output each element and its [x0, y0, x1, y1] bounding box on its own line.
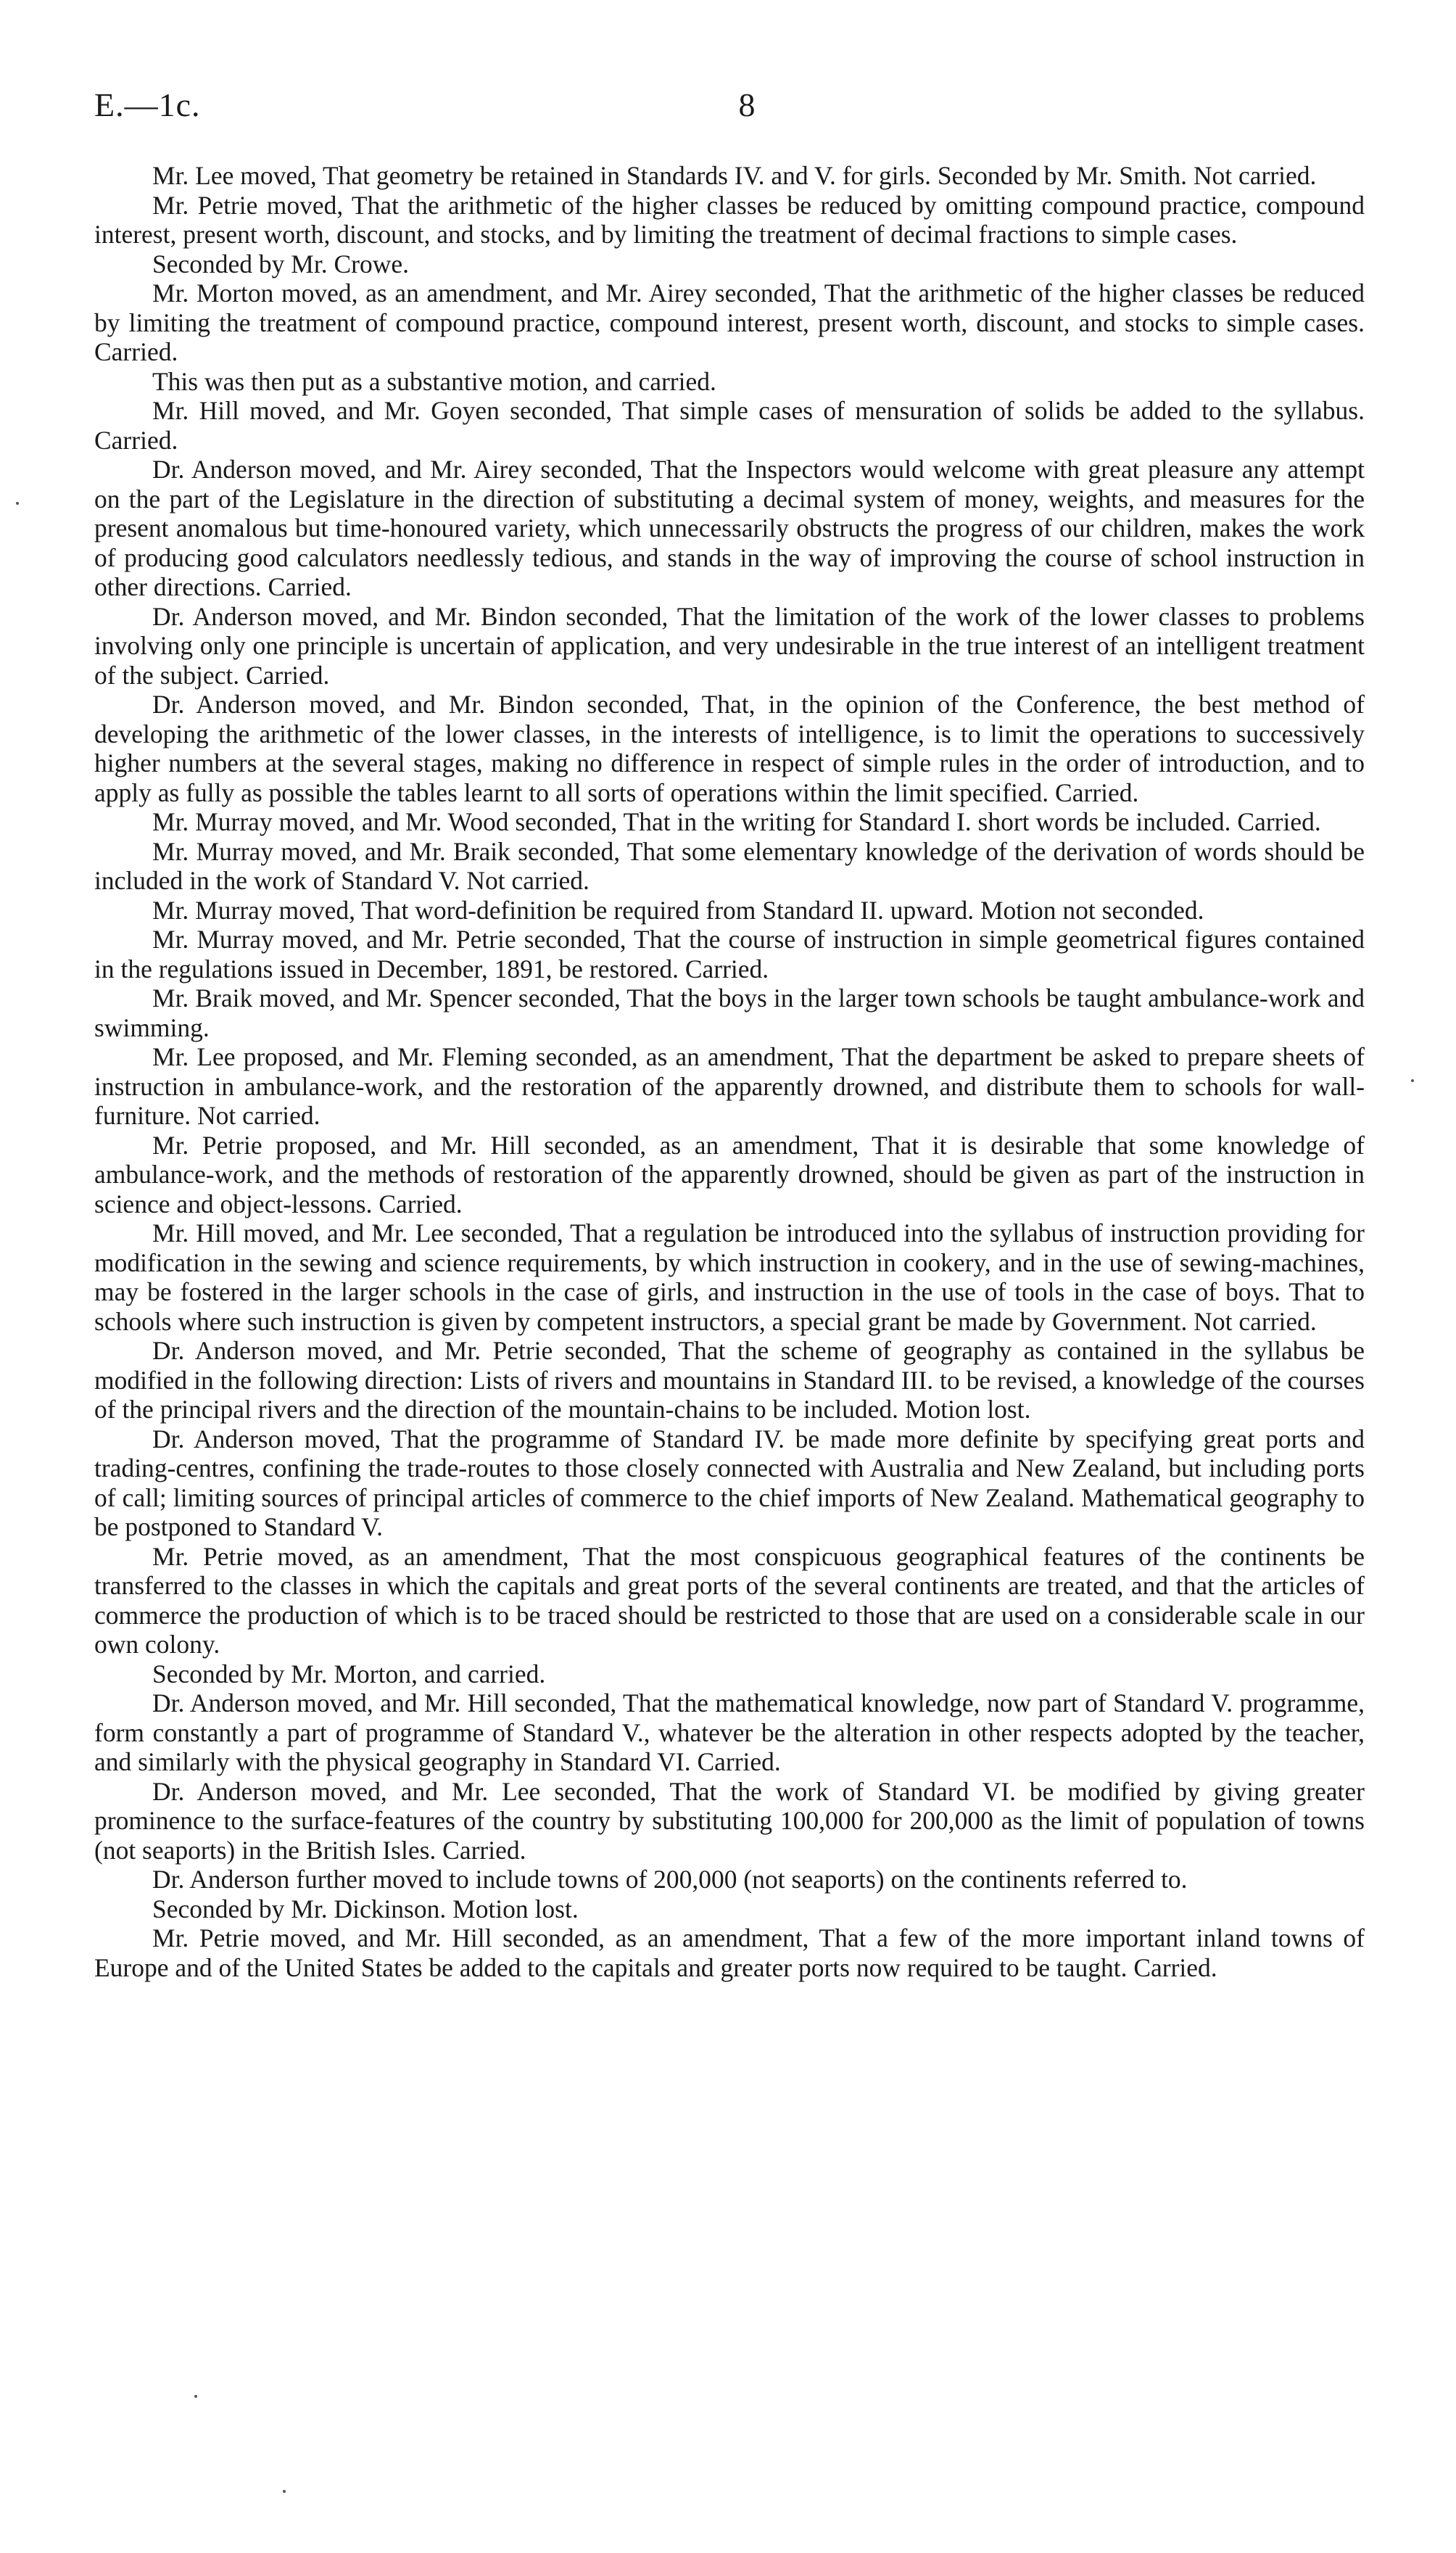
paragraph: Mr. Petrie moved, That the arithmetic of the higher classes be reduced by omitting compound practice, compound interest, present worth, discount, and stocks, and by limiting the treatment of decimal fractions to simple cases. — [94, 190, 1365, 249]
scan-speck — [194, 2395, 197, 2398]
paragraph: Mr. Lee proposed, and Mr. Fleming seconded, as an amendment, That the department be asked to prepare sheets of instruction in ambulance-work, and the restoration of the apparently drowned, and distribute them to schools for wall-furniture. Not carried. — [94, 1042, 1365, 1130]
paragraph: Mr. Murray moved, That word-definition be required from Standard II. upward. Motion not seconded. — [152, 895, 1204, 925]
paragraph: Mr. Petrie moved, and Mr. Hill seconded, as an amendment, That a few of the more important inland towns of Europe and of the United States be added to the capitals and greater ports now required to be taught. Carried. — [94, 1923, 1365, 1982]
minutes-body — [94, 161, 1365, 1982]
paragraph: Mr. Hill moved, and Mr. Lee seconded, That a regulation be introduced into the syllabus of instruction providing for modification in the sewing and science requirements, by which instruction in cookery, and in the use of sewing-machines, may be fostered in the larger schools in the case of girls, and instruction in the use of tools in the case of boys. That to schools where such instruction is given by competent instructors, a special grant be made by Government. Not carried. — [94, 1218, 1365, 1336]
paragraph: Dr. Anderson moved, and Mr. Airey seconded, That the Inspectors would welcome with great pleasure any attempt on the part of the Legislature in the direction of substituting a decimal system of money, weights, and measures for the present anomalous but time-honoured variety, which unnecessarily obstructs the progress of our children, makes the work of producing good calculators needlessly tedious, and stands in the way of improving the course of school instruction in other directions. Carried. — [94, 455, 1365, 601]
paragraph: Mr. Petrie moved, as an amendment, That the most conspicuous geographical features of the continents be transferred to the classes in which the capitals and great ports of the several continents are treated, and that the articles of commerce the production of which is to be traced should be restricted to those that are used on a considerable scale in our own colony. — [94, 1541, 1365, 1659]
paragraph: Dr. Anderson moved, and Mr. Petrie seconded, That the scheme of geography as contained in the syllabus be modified in the following direction: Lists of rivers and mountains in Standard III. to be revised, a knowledge of the courses of the principal rivers and the direction of the mountain-chains to be included. Motion lost. — [94, 1336, 1365, 1424]
page-number: 8 — [738, 86, 756, 123]
paragraph: Mr. Lee moved, That geometry be retained in Standards IV. and V. for girls. Seconded by Mr. Smith. Not carried. — [152, 161, 1317, 190]
document-reference: E.—1c. — [94, 86, 201, 123]
paragraph: Mr. Murray moved, and Mr. Petrie seconded, That the course of instruction in simple geometrical figures contained in the regulations issued in December, 1891, be restored. Carried. — [94, 925, 1365, 983]
paragraph: This was then put as a substantive motion, and carried. — [152, 366, 716, 396]
paragraph: Mr. Morton moved, as an amendment, and Mr. Airey seconded, That the arithmetic of the higher classes be reduced by limiting the treatment of compound practice, compound interest, present worth, discount, and stocks to simple cases. Carried. — [94, 279, 1365, 366]
paragraph: Mr. Murray moved, and Mr. Braik seconded, That some elementary knowledge of the derivation of words should be included in the work of Standard V. Not carried. — [94, 836, 1365, 895]
paragraph: Mr. Braik moved, and Mr. Spencer seconded, That the boys in the larger town schools be taught ambulance-work and swimming. — [94, 983, 1365, 1042]
paragraph: Mr. Murray moved, and Mr. Wood seconded, That in the writing for Standard I. short words be included. Carried. — [152, 807, 1321, 836]
paragraph: Seconded by Mr. Morton, and carried. — [152, 1659, 546, 1688]
paragraph: Dr. Anderson further moved to include towns of 200,000 (not seaports) on the continents referred to. — [152, 1865, 1188, 1894]
paragraph: Dr. Anderson moved, and Mr. Lee seconded, That the work of Standard VI. be modified by giving greater prominence to the surface-features of the country by substituting 100,000 for 200,000 as the limit of population of towns (not seaports) in the British Isles. Carried. — [94, 1776, 1365, 1865]
scan-speck — [1411, 1079, 1414, 1082]
paragraph: Dr. Anderson moved, That the programme of Standard IV. be made more definite by specifying great ports and trading-centres, confining the trade-routes to those closely connected with Australia and New Zealand, but including ports of call; limiting sources of principal articles of commerce to the chief imports of New Zealand. Mathematical geography to be postponed to Standard V. — [94, 1424, 1365, 1541]
paragraph: Seconded by Mr. Dickinson. Motion lost. — [152, 1894, 579, 1923]
paragraph: Mr. Hill moved, and Mr. Goyen seconded, That simple cases of mensuration of solids be added to the syllabus. Carried. — [94, 396, 1365, 455]
scan-speck — [283, 2490, 286, 2493]
scan-speck — [16, 502, 19, 505]
paragraph: Seconded by Mr. Crowe. — [152, 249, 409, 279]
paragraph: Dr. Anderson moved, and Mr. Bindon seconded, That, in the opinion of the Conference, the best method of developing the arithmetic of the lower classes, in the interests of intelligence, is to limit the operations to successively higher numbers at the several stages, making no difference in respect of simple rules in the order of introduction, and to apply as fully as possible the tables learnt to all sorts of operations within the limit specified. Carried. — [94, 690, 1365, 807]
page-header — [94, 86, 1363, 129]
paragraph: Mr. Petrie proposed, and Mr. Hill seconded, as an amendment, That it is desirable that some knowledge of ambulance-work, and the methods of restoration of the apparently drowned, should be given as part of the instruction in science and object-lessons. Carried. — [94, 1130, 1365, 1218]
paragraph: Dr. Anderson moved, and Mr. Bindon seconded, That the limitation of the work of the lower classes to problems involving only one principle is uncertain of application, and very undesirable in the true interest of an intelligent treatment of the subject. Carried. — [94, 601, 1365, 690]
paragraph: Dr. Anderson moved, and Mr. Hill seconded, That the mathematical knowledge, now part of Standard V. programme, form constantly a part of programme of Standard V., whatever be the alteration in other respects adopted by the teacher, and similarly with the physical geography in Standard VI. Carried. — [94, 1688, 1365, 1776]
